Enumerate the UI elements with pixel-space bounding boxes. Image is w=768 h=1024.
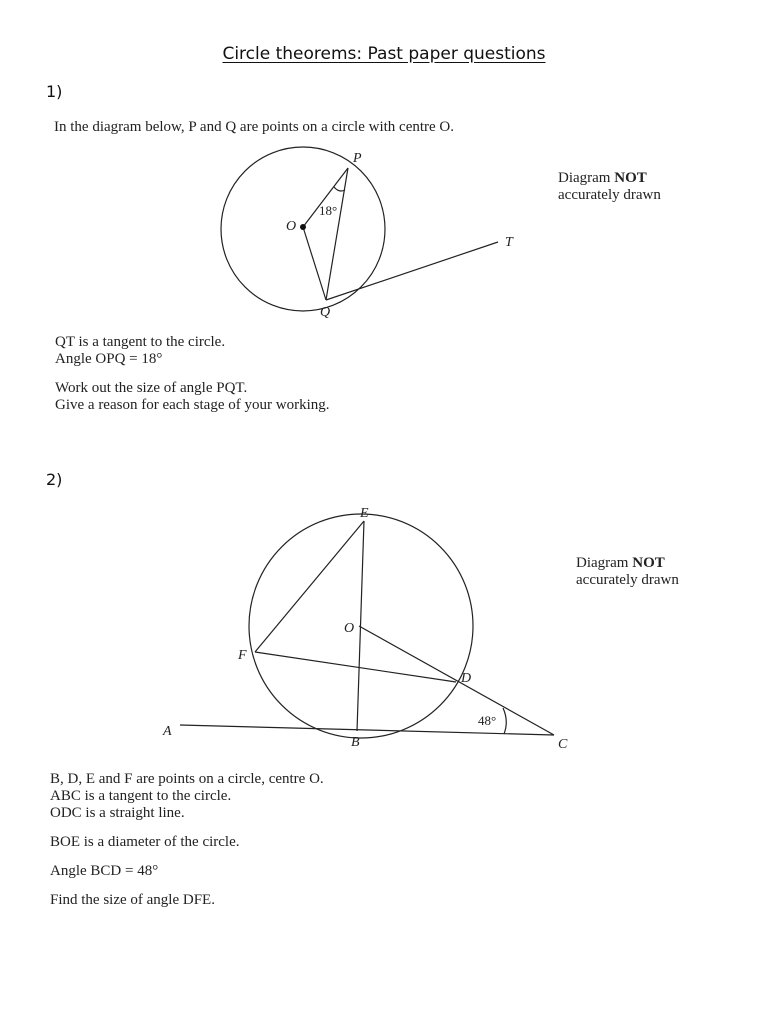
q1-label-o: O [286, 219, 297, 234]
q1-label-t: T [505, 235, 513, 250]
note-bold: NOT [632, 555, 665, 571]
q2-angle-label: 48° [478, 713, 497, 728]
q2-chord-fd [255, 652, 456, 682]
q1-angle-label: 18° [319, 203, 338, 218]
note-line2: accurately drawn [576, 572, 679, 588]
q2-label-o: O [344, 621, 355, 636]
question-1-number: 1) [46, 82, 63, 101]
q2-line: Angle BCD = 48° [50, 863, 159, 879]
note-bold: NOT [614, 170, 647, 186]
q2-label-b: B [351, 735, 360, 750]
q2-label-c: C [558, 737, 568, 752]
q2-line: ABC is a tangent to the circle. [50, 788, 232, 804]
question-2-number: 2) [46, 470, 63, 489]
note-prefix: Diagram [558, 170, 615, 186]
q2-label-d: D [461, 671, 472, 686]
q2-line-odc [359, 626, 554, 735]
q1-line: Work out the size of angle PQT. [55, 380, 248, 396]
q2-line: B, D, E and F are points on a circle, centre O. [50, 771, 324, 787]
q2-tangent-abc [180, 725, 554, 735]
q2-angle-arc [503, 708, 506, 734]
q2-label-f: F [238, 648, 247, 663]
q2-diagram-note [576, 555, 679, 589]
q2-text [50, 771, 324, 909]
q2-label-e: E [360, 506, 369, 521]
q2-label-a: A [163, 724, 172, 739]
note-line2: accurately drawn [558, 187, 661, 203]
q1-line: QT is a tangent to the circle. [55, 334, 226, 350]
q1-line: Angle OPQ = 18° [55, 351, 163, 367]
q2-line: BOE is a diameter of the circle. [50, 834, 240, 850]
q1-label-q: Q [320, 305, 331, 320]
page-title: Circle theorems: Past paper questions [222, 44, 546, 64]
q1-label-p: P [353, 151, 362, 166]
q1-intro: In the diagram below, P and Q are points on a circle with centre O. [54, 119, 455, 135]
q2-line: Find the size of angle DFE. [50, 892, 215, 908]
q1-line: Give a reason for each stage of your working. [55, 397, 330, 413]
q2-diameter-be [357, 521, 364, 731]
note-prefix: Diagram [576, 555, 633, 571]
q2-line: ODC is a straight line. [50, 805, 185, 821]
